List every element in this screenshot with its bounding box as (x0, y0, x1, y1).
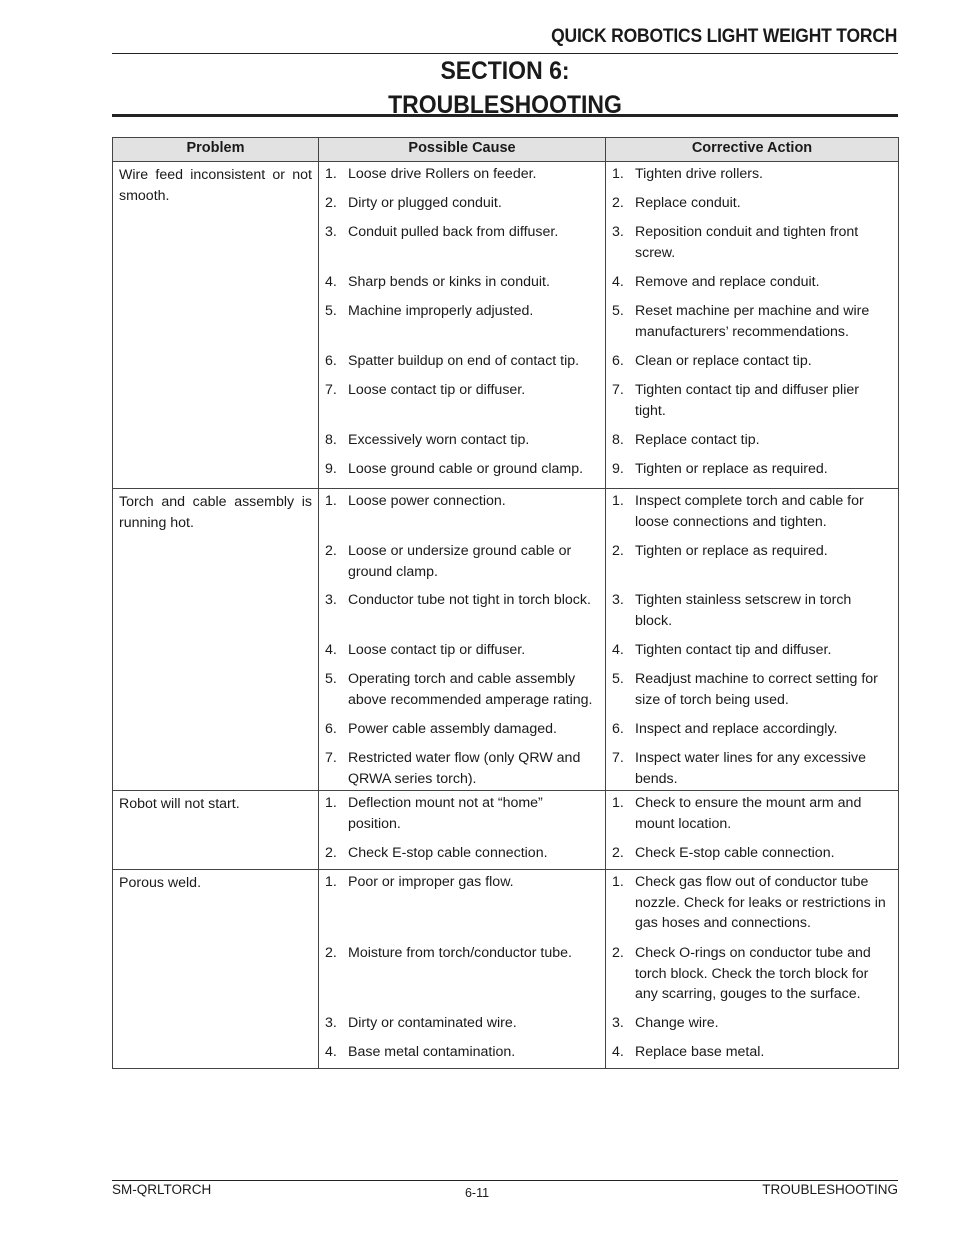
action-item (606, 589, 898, 639)
action-text: Replace conduit. (635, 195, 741, 211)
item-number: 3. (325, 592, 337, 608)
action-text: Remove and replace conduit. (635, 274, 820, 290)
action-text: Tighten contact tip and diffuser. (635, 642, 832, 658)
item-number: 5. (325, 303, 337, 319)
item-number: 7. (612, 382, 624, 398)
action-item (606, 429, 898, 458)
item-number: 7. (612, 750, 624, 766)
item-number: 1. (612, 166, 624, 182)
action-item (606, 271, 898, 300)
item-number: 9. (612, 461, 624, 477)
table-row (113, 162, 899, 489)
cause-item (319, 668, 605, 718)
action-item (606, 379, 898, 429)
corrective-action-cell (606, 870, 899, 1069)
action-text: Tighten or replace as required. (635, 461, 828, 477)
cause-text: Loose or undersize ground cable or ground clamp. (348, 543, 572, 580)
cause-text: Restricted water flow (only QRW and QRWA series torch). (348, 750, 581, 787)
problem-cell: Robot will not start. (113, 791, 319, 870)
cause-item (319, 747, 605, 789)
footer-section-name: TROUBLESHOOTING (762, 1182, 898, 1197)
cause-text: Spatter buildup on end of contact tip. (348, 353, 580, 369)
cause-text: Poor or improper gas flow. (348, 874, 514, 890)
possible-cause-cell (319, 791, 606, 870)
column-header-possible-cause: Possible Cause (319, 138, 606, 162)
action-text: Tighten stainless setscrew in torch block. (635, 592, 852, 629)
section-title-line-1: SECTION 6: (440, 57, 570, 85)
problem-cell: Wire feed inconsistent or not smooth. (113, 162, 319, 489)
cause-item (319, 718, 605, 747)
problem-cell: Torch and cable assembly is running hot. (113, 489, 319, 791)
cause-text: Power cable assembly damaged. (348, 721, 557, 737)
item-number: 2. (612, 845, 624, 861)
item-number: 4. (612, 642, 624, 658)
possible-cause-cell (319, 162, 606, 489)
cause-item (319, 271, 605, 300)
action-item (606, 1012, 898, 1041)
item-number: 6. (325, 721, 337, 737)
cause-item (319, 842, 605, 868)
action-item (606, 458, 898, 487)
action-text: Inspect water lines for any excessive bends. (635, 750, 867, 787)
action-text: Check E-stop cable connection. (635, 845, 835, 861)
action-item (606, 300, 898, 350)
item-number: 2. (325, 945, 337, 961)
table-row (113, 791, 899, 870)
action-item (606, 942, 898, 1012)
cause-text: Deflection mount not at “home” position. (348, 795, 543, 832)
section-title (112, 54, 898, 122)
cause-item (319, 540, 605, 589)
item-number: 4. (612, 274, 624, 290)
action-item (606, 221, 898, 271)
action-text: Readjust machine to correct setting for size of torch being used. (635, 671, 878, 708)
action-text: Inspect complete torch and cable for loose connections and tighten. (635, 493, 864, 530)
cause-item (319, 458, 605, 487)
action-item (606, 639, 898, 668)
footer-doc-code: SM-QRLTORCH (112, 1182, 212, 1197)
action-item (606, 718, 898, 747)
cause-text: Conduit pulled back from diffuser. (348, 224, 559, 240)
cause-text: Sharp bends or kinks in conduit. (348, 274, 550, 290)
item-number: 4. (325, 642, 337, 658)
troubleshooting-table (112, 137, 899, 1069)
item-number: 2. (325, 543, 337, 559)
cause-text: Conductor tube not tight in torch block. (348, 592, 591, 608)
cause-text: Loose power connection. (348, 493, 506, 509)
action-item (606, 668, 898, 718)
item-number: 3. (612, 224, 624, 240)
cause-item (319, 300, 605, 350)
item-number: 6. (612, 721, 624, 737)
cause-text: Check E-stop cable connection. (348, 845, 548, 861)
item-number: 2. (612, 543, 624, 559)
cause-text: Machine improperly adjusted. (348, 303, 534, 319)
action-item (606, 747, 898, 789)
corrective-action-cell (606, 791, 899, 870)
cause-item (319, 490, 605, 540)
action-text: Clean or replace contact tip. (635, 353, 812, 369)
cause-text: Excessively worn contact tip. (348, 432, 530, 448)
cause-item (319, 1012, 605, 1041)
item-number: 5. (612, 303, 624, 319)
cause-item (319, 221, 605, 271)
cause-item (319, 871, 605, 942)
cause-text: Base metal contamination. (348, 1044, 516, 1060)
action-text: Check gas flow out of conductor tube nozzle. Check for leaks or restrictions in gas hoses and connections. (635, 874, 886, 931)
item-number: 2. (325, 845, 337, 861)
action-text: Check to ensure the mount arm and mount location. (635, 795, 862, 832)
cause-item (319, 429, 605, 458)
action-text: Change wire. (635, 1015, 719, 1031)
item-number: 8. (325, 432, 337, 448)
item-number: 6. (612, 353, 624, 369)
item-number: 5. (325, 671, 337, 687)
cause-item (319, 192, 605, 221)
action-item (606, 1041, 898, 1067)
item-number: 1. (612, 493, 624, 509)
corrective-action-cell (606, 489, 899, 791)
cause-item (319, 942, 605, 1012)
action-text: Reset machine per machine and wire manufacturers’ recommendations. (635, 303, 870, 340)
item-number: 1. (325, 874, 337, 890)
item-number: 4. (325, 274, 337, 290)
item-number: 3. (612, 1015, 624, 1031)
cause-text: Dirty or plugged conduit. (348, 195, 502, 211)
table-header-row (113, 138, 899, 162)
document-title: QUICK ROBOTICS LIGHT WEIGHT TORCH (550, 26, 897, 47)
item-number: 4. (612, 1044, 624, 1060)
possible-cause-cell (319, 870, 606, 1069)
footer-page-number: 6-11 (464, 1186, 490, 1200)
problem-cell: Porous weld. (113, 870, 319, 1069)
cause-item (319, 639, 605, 668)
action-text: Check O-rings on conductor tube and torch block. Check the torch block for any scarring, gouges to the surface. (635, 945, 871, 1002)
table-row (113, 870, 899, 1069)
action-text: Replace contact tip. (635, 432, 760, 448)
cause-text: Moisture from torch/conductor tube. (348, 945, 572, 961)
possible-cause-cell (319, 489, 606, 791)
action-item (606, 792, 898, 842)
table-row (113, 489, 899, 791)
item-number: 1. (612, 795, 624, 811)
item-number: 4. (325, 1044, 337, 1060)
action-text: Replace base metal. (635, 1044, 765, 1060)
corrective-action-cell (606, 162, 899, 489)
action-item (606, 192, 898, 221)
item-number: 1. (325, 166, 337, 182)
action-text: Inspect and replace accordingly. (635, 721, 838, 737)
item-number: 8. (612, 432, 624, 448)
cause-item (319, 589, 605, 639)
action-item (606, 540, 898, 589)
section-title-line-2: TROUBLESHOOTING (388, 91, 622, 119)
table-body (113, 162, 899, 1069)
cause-item (319, 163, 605, 192)
action-item (606, 842, 898, 868)
item-number: 6. (325, 353, 337, 369)
cause-text: Loose drive Rollers on feeder. (348, 166, 537, 182)
cause-item (319, 379, 605, 429)
column-header-problem: Problem (113, 138, 319, 162)
action-item (606, 350, 898, 379)
action-text: Tighten or replace as required. (635, 543, 828, 559)
item-number: 7. (325, 382, 337, 398)
item-number: 7. (325, 750, 337, 766)
cause-item (319, 1041, 605, 1067)
action-text: Reposition conduit and tighten front screw. (635, 224, 859, 261)
item-number: 1. (325, 493, 337, 509)
item-number: 5. (612, 671, 624, 687)
action-item (606, 871, 898, 942)
cause-text: Loose contact tip or diffuser. (348, 382, 526, 398)
cause-text: Dirty or contaminated wire. (348, 1015, 517, 1031)
item-number: 2. (612, 195, 624, 211)
column-header-corrective-action: Corrective Action (606, 138, 899, 162)
action-text: Tighten contact tip and diffuser plier tight. (635, 382, 859, 419)
item-number: 9. (325, 461, 337, 477)
cause-text: Loose contact tip or diffuser. (348, 642, 526, 658)
item-number: 2. (325, 195, 337, 211)
item-number: 3. (612, 592, 624, 608)
section-title-rule (112, 114, 898, 117)
footer-rule (112, 1180, 898, 1181)
cause-item (319, 792, 605, 842)
action-item (606, 163, 898, 192)
item-number: 3. (325, 224, 337, 240)
cause-text: Operating torch and cable assembly above recommended amperage rating. (348, 671, 593, 708)
cause-item (319, 350, 605, 379)
action-item (606, 490, 898, 540)
item-number: 1. (325, 795, 337, 811)
cause-text: Loose ground cable or ground clamp. (348, 461, 584, 477)
item-number: 2. (612, 945, 624, 961)
item-number: 1. (612, 874, 624, 890)
action-text: Tighten drive rollers. (635, 166, 763, 182)
item-number: 3. (325, 1015, 337, 1031)
